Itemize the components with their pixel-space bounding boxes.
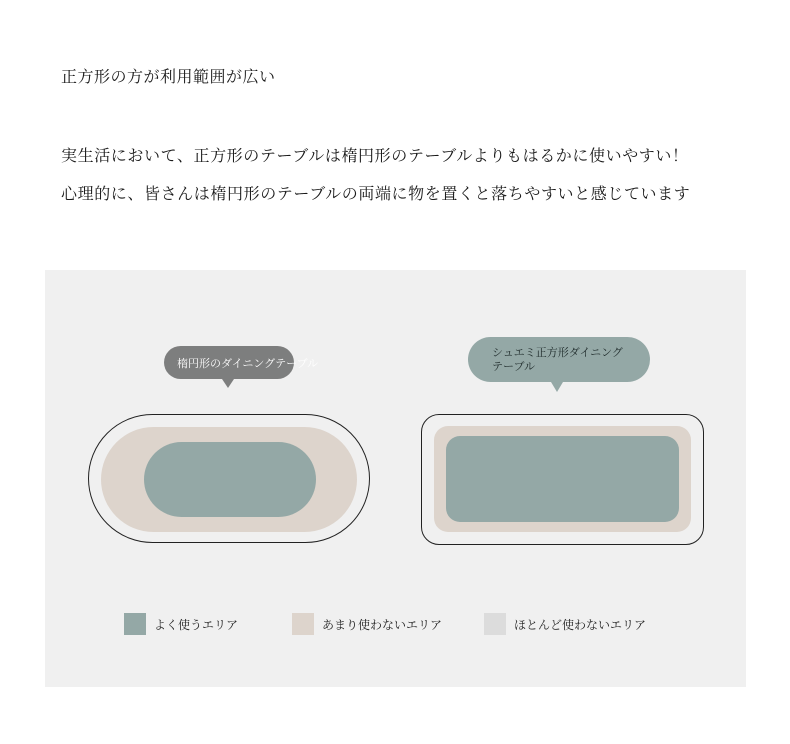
legend-label: よく使うエリア — [154, 617, 239, 632]
legend-swatch-beige — [292, 613, 314, 635]
oval-table-label: 楕円形のダイニングテーブル — [164, 346, 294, 379]
legend-often-used — [124, 613, 238, 635]
legend-rarely-used — [292, 613, 442, 635]
legend-hardly-used — [484, 613, 646, 635]
oval-table-often-used-area — [144, 442, 316, 517]
rect-table-often-used-area — [446, 436, 679, 522]
comparison-diagram — [45, 270, 746, 687]
paragraph-1: 実生活において、正方形のテーブルは楕円形のテーブルよりもはるかに使いやすい！ — [61, 146, 689, 165]
legend-label: あまり使わないエリア — [322, 617, 443, 632]
legend-label: ほとんど使わないエリア — [514, 617, 647, 632]
rect-table-label: シュエミ正方形ダイニングテーブル — [468, 337, 650, 382]
legend-swatch-green — [124, 613, 146, 635]
legend-swatch-gray — [484, 613, 506, 635]
paragraph-2: 心理的に、皆さんは楕円形のテーブルの両端に物を置くと落ちやすいと感じています — [61, 184, 691, 203]
page-heading: 正方形の方が利用範囲が広い — [61, 67, 276, 86]
